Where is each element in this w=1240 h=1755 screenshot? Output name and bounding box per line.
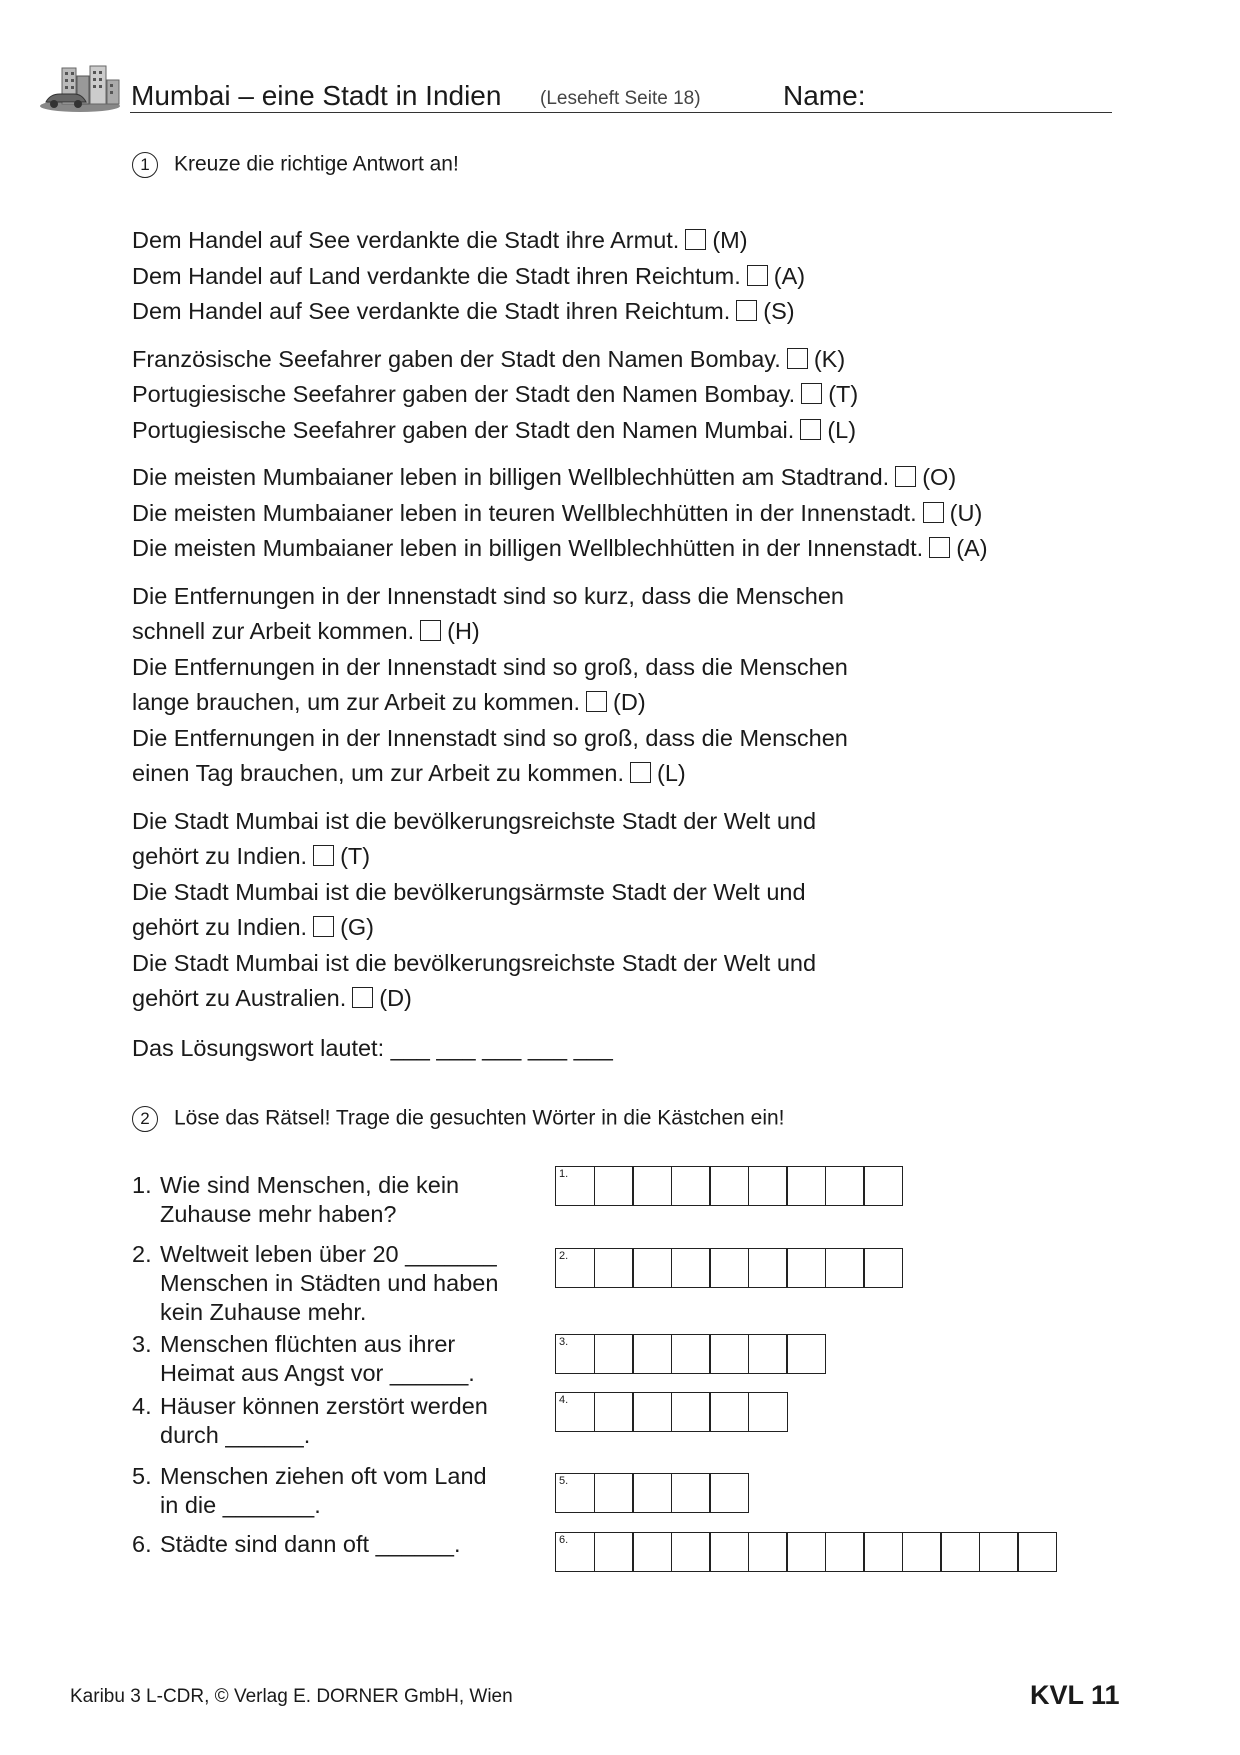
option-text-line: Die Stadt Mumbai ist die bevölkerungsreichste Stadt der Welt und [132, 949, 817, 976]
letter-grid [555, 1392, 788, 1432]
answer-checkbox[interactable] [923, 502, 944, 523]
riddle-line: Wie sind Menschen, die kein [160, 1172, 460, 1198]
letter-box[interactable] [902, 1532, 942, 1572]
letter-box[interactable] [863, 1166, 903, 1206]
riddle-line: Menschen ziehen oft vom Land [160, 1463, 487, 1489]
letter-box[interactable] [671, 1392, 711, 1432]
option-letter: (S) [763, 298, 795, 324]
letter-box[interactable] [594, 1392, 634, 1432]
answer-checkbox[interactable] [586, 691, 607, 712]
riddle-line: Weltweit leben über 20 _______ [160, 1241, 497, 1267]
letter-box[interactable] [555, 1166, 595, 1206]
answer-option [132, 839, 1132, 875]
option-text: Portugiesische Seefahrer gaben der Stadt den Namen Mumbai. [132, 416, 795, 443]
option-text: gehört zu Indien. [132, 914, 308, 940]
letter-box[interactable] [825, 1166, 865, 1206]
option-letter: (O) [922, 464, 957, 490]
letter-box[interactable] [748, 1334, 788, 1374]
option-letter: (D) [379, 985, 412, 1011]
reading-book-reference: (Leseheft Seite 18) [540, 88, 701, 109]
riddle-question [132, 1240, 498, 1327]
answer-checkbox[interactable] [787, 348, 808, 369]
option-text: lange brauchen, um zur Arbeit zu kommen. [132, 689, 581, 715]
option-letter: (T) [340, 843, 371, 869]
letter-box[interactable] [748, 1248, 788, 1288]
answer-checkbox[interactable] [313, 845, 334, 866]
name-writing-line[interactable] [130, 112, 1112, 113]
option-letter: (A) [773, 262, 806, 289]
answer-option [132, 614, 1132, 650]
letter-box[interactable] [671, 1334, 711, 1374]
letter-box[interactable] [671, 1248, 711, 1288]
letter-box[interactable] [555, 1473, 595, 1513]
letter-box[interactable] [748, 1532, 788, 1572]
name-label: Name: [783, 80, 866, 111]
letter-box[interactable] [632, 1473, 672, 1513]
option-text: Die meisten Mumbaianer leben in billigen Wellblechhütten in der Innenstadt. [132, 535, 924, 561]
option-letter: (H) [447, 618, 480, 644]
answer-checkbox[interactable] [352, 987, 373, 1008]
answer-checkbox[interactable] [800, 419, 821, 440]
letter-box[interactable] [940, 1532, 980, 1572]
grid-number-label: 4. [559, 1394, 569, 1406]
answer-checkbox[interactable] [895, 466, 916, 487]
answer-option [132, 756, 1132, 792]
letter-box[interactable] [863, 1532, 903, 1572]
grid-number-label: 1. [559, 1168, 569, 1180]
option-text-line: Die Stadt Mumbai ist die bevölkerungsreichste Stadt der Welt und [132, 807, 817, 834]
letter-grid [555, 1166, 903, 1206]
answer-checkbox[interactable] [736, 300, 757, 321]
letter-box[interactable] [594, 1532, 634, 1572]
option-letter: (A) [956, 535, 988, 561]
letter-box[interactable] [594, 1248, 634, 1288]
footer-page-code: KVL 11 [1030, 1680, 1120, 1710]
riddle-number: 4. [132, 1393, 152, 1419]
option-text-line: Die Entfernungen in der Innenstadt sind so kurz, dass die Menschen [132, 582, 844, 609]
answer-option [132, 294, 1132, 330]
answer-checkbox[interactable] [685, 229, 706, 250]
letter-box[interactable] [555, 1532, 595, 1572]
letter-box[interactable] [709, 1473, 749, 1513]
riddle-number: 1. [132, 1172, 152, 1198]
city-buildings-car-icon [40, 62, 128, 114]
letter-box[interactable] [863, 1248, 903, 1288]
option-text: gehört zu Australien. [132, 985, 347, 1011]
answer-checkbox[interactable] [929, 537, 950, 558]
riddle-line: Menschen flüchten aus ihrer [160, 1331, 456, 1357]
letter-box[interactable] [709, 1248, 749, 1288]
option-letter: (L) [827, 416, 857, 443]
answer-option [132, 377, 1132, 413]
letter-box[interactable] [786, 1166, 826, 1206]
riddle-question [132, 1171, 459, 1229]
letter-box[interactable] [671, 1166, 711, 1206]
group-spacer [132, 567, 1132, 579]
riddle-number: 2. [132, 1241, 152, 1267]
option-letter: (M) [712, 227, 748, 253]
option-letter: (G) [340, 914, 375, 940]
letter-box[interactable] [979, 1532, 1019, 1572]
letter-box[interactable] [709, 1532, 749, 1572]
grid-number-label: 3. [559, 1336, 569, 1348]
letter-box[interactable] [1017, 1532, 1057, 1572]
riddle-number: 6. [132, 1531, 152, 1557]
multiple-choice-section [132, 223, 1132, 1066]
option-text: Dem Handel auf See verdankte die Stadt ihren Reichtum. [132, 298, 731, 324]
letter-box[interactable] [748, 1166, 788, 1206]
letter-box[interactable] [709, 1166, 749, 1206]
riddle-line: durch ______. [160, 1422, 311, 1448]
answer-option [132, 223, 1132, 259]
task-2-header [132, 1106, 785, 1132]
letter-grid [555, 1532, 1057, 1572]
riddle-question [132, 1392, 488, 1450]
answer-checkbox[interactable] [747, 265, 768, 286]
letter-box[interactable] [825, 1248, 865, 1288]
group-spacer [132, 792, 1132, 804]
answer-option [132, 496, 1132, 532]
riddle-line: Menschen in Städten und haben [160, 1270, 499, 1296]
letter-box[interactable] [594, 1166, 634, 1206]
riddle-line: Häuser können zerstört werden [160, 1393, 488, 1419]
riddle-question [132, 1330, 475, 1388]
task-number-badge: 2 [132, 1106, 158, 1132]
letter-box[interactable] [748, 1392, 788, 1432]
answer-option [132, 413, 1132, 449]
letter-box[interactable] [594, 1334, 634, 1374]
answer-option [132, 259, 1132, 295]
option-text: Dem Handel auf Land verdankte die Stadt ihren Reichtum. [132, 262, 741, 289]
letter-grid [555, 1334, 826, 1374]
option-text: schnell zur Arbeit kommen. [132, 618, 415, 644]
option-text: Die meisten Mumbaianer leben in billigen Wellblechhütten am Stadtrand. [132, 464, 890, 490]
answer-option [132, 531, 1132, 567]
option-text: Die meisten Mumbaianer leben in teuren Wellblechhütten in der Innenstadt. [132, 499, 917, 526]
option-text: gehört zu Indien. [132, 843, 308, 869]
riddle-line: kein Zuhause mehr. [160, 1299, 367, 1325]
letter-grid [555, 1473, 749, 1513]
riddle-line: Heimat aus Angst vor ______. [160, 1360, 475, 1386]
riddle-number: 3. [132, 1331, 152, 1357]
option-text-line: Die Stadt Mumbai ist die bevölkerungsärmste Stadt der Welt und [132, 878, 806, 905]
letter-box[interactable] [825, 1532, 865, 1572]
riddle-line: in die _______. [160, 1492, 321, 1518]
answer-checkbox[interactable] [313, 916, 334, 937]
task-number-badge: 1 [132, 152, 158, 178]
riddle-question [132, 1530, 461, 1559]
letter-box[interactable] [709, 1392, 749, 1432]
group-spacer [132, 330, 1132, 342]
letter-box[interactable] [632, 1532, 672, 1572]
option-text-line: Die Entfernungen in der Innenstadt sind so groß, dass die Menschen [132, 724, 848, 751]
option-text-line: Die Entfernungen in der Innenstadt sind so groß, dass die Menschen [132, 653, 848, 680]
task-1-instruction: Kreuze die richtige Antwort an! [174, 152, 459, 176]
letter-grid [555, 1248, 903, 1288]
option-letter: (K) [813, 345, 846, 372]
answer-option [132, 685, 1132, 721]
answer-checkbox[interactable] [801, 383, 822, 404]
letter-box[interactable] [594, 1473, 634, 1513]
option-text: einen Tag brauchen, um zur Arbeit zu kommen. [132, 760, 625, 786]
grid-number-label: 6. [559, 1534, 569, 1546]
letter-box[interactable] [632, 1392, 672, 1432]
letter-box[interactable] [555, 1334, 595, 1374]
letter-box[interactable] [786, 1334, 826, 1374]
answer-checkbox[interactable] [630, 762, 651, 783]
answer-option [132, 342, 1132, 378]
letter-box[interactable] [786, 1248, 826, 1288]
option-letter: (U) [949, 499, 983, 526]
option-letter: (T) [828, 381, 859, 407]
worksheet-title: Mumbai – eine Stadt in Indien [131, 80, 502, 111]
letter-box[interactable] [555, 1392, 595, 1432]
riddle-line: Städte sind dann oft ______. [160, 1531, 461, 1557]
letter-box[interactable] [786, 1532, 826, 1572]
grid-number-label: 5. [559, 1475, 569, 1487]
riddle-question [132, 1462, 487, 1520]
answer-option [132, 981, 1132, 1017]
letter-box[interactable] [555, 1248, 595, 1288]
letter-box[interactable] [671, 1532, 711, 1572]
letter-box[interactable] [709, 1334, 749, 1374]
option-letter: (D) [613, 689, 646, 715]
letter-box[interactable] [671, 1473, 711, 1513]
answer-checkbox[interactable] [420, 620, 441, 641]
riddle-line: Zuhause mehr haben? [160, 1201, 397, 1227]
letter-box[interactable] [632, 1248, 672, 1288]
letter-box[interactable] [632, 1334, 672, 1374]
option-text: Portugiesische Seefahrer gaben der Stadt den Namen Bombay. [132, 381, 796, 407]
letter-box[interactable] [632, 1166, 672, 1206]
option-text: Französische Seefahrer gaben der Stadt den Namen Bombay. [132, 345, 781, 372]
footer-copyright: Karibu 3 L-CDR, © Verlag E. DORNER GmbH, Wien [70, 1686, 513, 1707]
task-1-header [132, 152, 459, 178]
option-letter: (L) [657, 760, 686, 786]
group-spacer [132, 448, 1132, 460]
option-text: Dem Handel auf See verdankte die Stadt ihre Armut. [132, 227, 680, 253]
answer-option [132, 910, 1132, 946]
answer-option [132, 460, 1132, 496]
task-2-instruction: Löse das Rätsel! Trage die gesuchten Wörter in die Kästchen ein! [174, 1106, 785, 1130]
grid-number-label: 2. [559, 1250, 569, 1262]
riddle-number: 5. [132, 1463, 152, 1489]
solution-word-line[interactable]: Das Lösungswort lautet: ___ ___ ___ ___ ___ [132, 1034, 613, 1061]
